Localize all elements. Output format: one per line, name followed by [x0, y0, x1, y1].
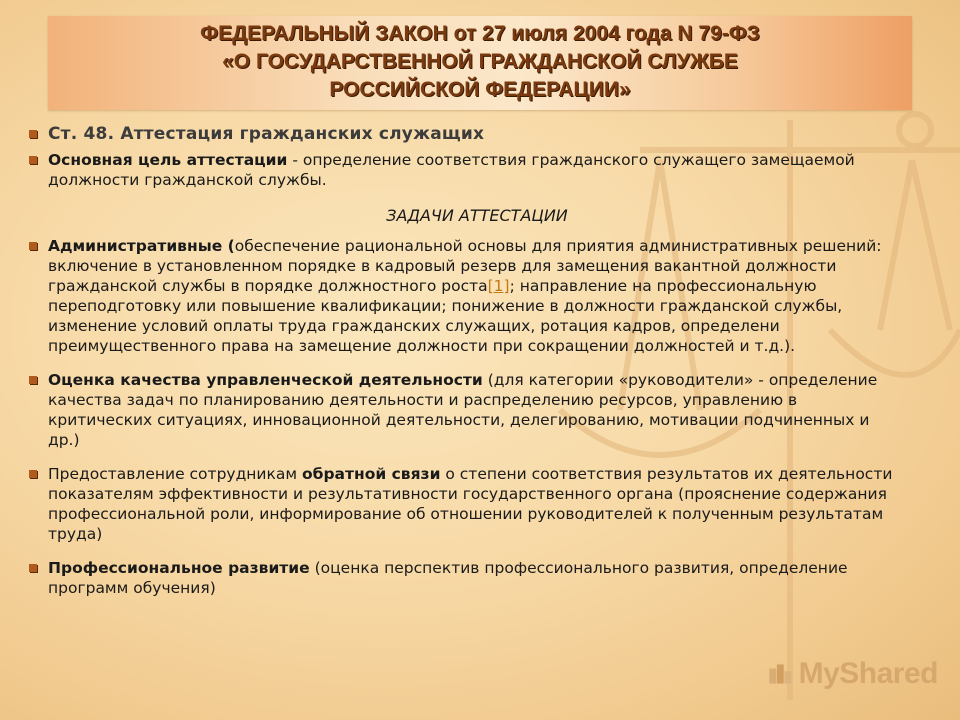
quality-label: Оценка качества управленческой деятельности — [48, 371, 483, 389]
feedback-text-before: Предоставление сотрудникам — [48, 465, 302, 483]
watermark-text: MyShared — [798, 657, 938, 690]
law-title-line-2: «О ГОСУДАРСТВЕННОЙ ГРАЖДАНСКОЙ СЛУЖБЕ — [222, 50, 738, 73]
square-bullet-icon — [29, 470, 37, 478]
tasks-heading: ЗАДАЧИ АТТЕСТАЦИИ — [386, 206, 568, 225]
list-item-goal — [22, 150, 902, 190]
quality-text: (для категории «руководители» - определение качества задач по планированию деятельности и распределению ресурсов, управлению в критических ситуациях, инновационной деятельности, делегированию, мотивации подчиненных и др.) — [48, 371, 878, 449]
square-bullet-icon — [29, 376, 37, 384]
list-item-quality — [22, 370, 902, 450]
law-title-line-3: РОССИЙСКОЙ ФЕДЕРАЦИИ» — [329, 78, 631, 101]
feedback-label: обратной связи — [301, 465, 441, 483]
square-bullet-icon — [29, 564, 37, 572]
footnote-link[interactable]: [1] — [487, 277, 510, 295]
square-bullet-icon — [29, 156, 37, 164]
article-title: Ст. 48. Аттестация гражданских служащих — [48, 124, 485, 144]
slide-content — [22, 124, 902, 598]
feedback-text-after: о степени соответствия результатов их деятельности показателям эффективности и результативности государственного органа (прояснение содержания профессиональной роли, информирование об отношении руководителей к полученным результатам труда) — [48, 465, 893, 543]
list-item-development — [22, 558, 902, 598]
title-banner — [48, 16, 912, 110]
development-text: (оценка перспектив профессионального развития, определение программ обучения) — [48, 559, 848, 597]
goal-label: Основная цель аттестации — [48, 151, 288, 169]
myshared-watermark — [768, 652, 938, 696]
list-item-feedback — [22, 464, 902, 544]
goal-text: - определение соответствия гражданского служащего замещаемой должности гражданской службы. — [48, 151, 855, 189]
square-bullet-icon — [29, 130, 37, 138]
administrative-label: Административные ( — [48, 237, 235, 255]
square-bullet-icon — [29, 242, 37, 250]
law-title-line-1: ФЕДЕРАЛЬНЫЙ ЗАКОН от 27 июля 2004 года N 79-ФЗ — [200, 22, 760, 45]
administrative-text: обеспечение рациональной основы для приятия административных решений: включение в установленном порядке в кадровый резерв для замещения вакантной должности гражданской службы в порядке должностного роста — [48, 237, 882, 295]
administrative-text-continued: ; направление на профессиональную переподготовку или повышение квалификации; понижение в должности гражданской службы, изменение условий оплаты труда гражданских служащих, ротация кадров, определени преимущественного права на замещение должности при сокращении должностей и т.д.). — [48, 277, 843, 355]
list-item-article — [22, 124, 902, 144]
list-item-administrative — [22, 236, 902, 356]
myshared-logo-icon — [768, 656, 793, 692]
development-label: Профессиональное развитие — [48, 559, 310, 577]
